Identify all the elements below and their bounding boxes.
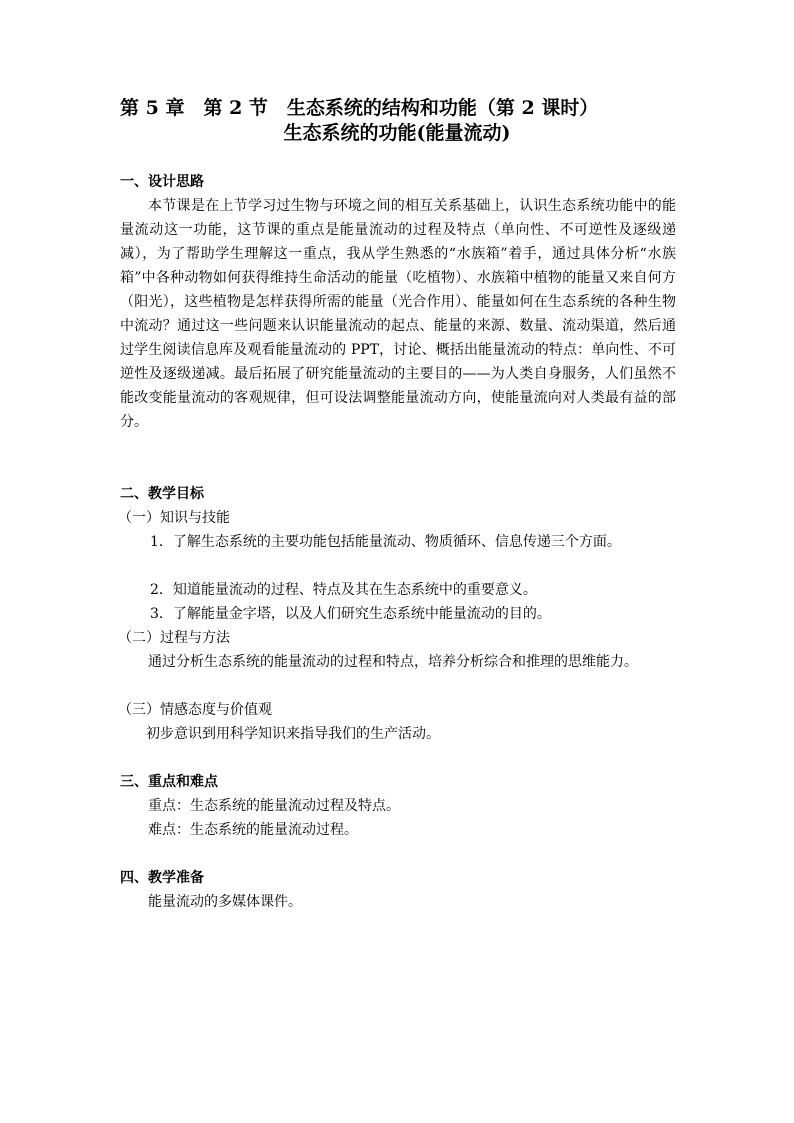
objective-item-2: 2．知道能量流动的过程、特点及其在生态系统中的重要意义。	[150, 582, 537, 598]
section-heading-preparation: 四、教学准备	[120, 870, 204, 886]
difficulty-text: 难点：生态系统的能量流动过程。	[148, 822, 358, 838]
subsection-attitude-label: （三）情感态度与价值观	[118, 702, 272, 718]
preparation-text: 能量流动的多媒体课件。	[148, 894, 302, 910]
key-point-text: 重点：生态系统的能量流动过程及特点。	[148, 798, 400, 814]
subsection-knowledge-label: （一）知识与技能	[118, 510, 230, 526]
objective-item-3: 3．了解能量金字塔，以及人们研究生态系统中能量流动的目的。	[150, 606, 551, 622]
section-heading-key-points: 三、重点和难点	[120, 774, 218, 790]
subsection-process-label: （二）过程与方法	[118, 630, 230, 646]
section-heading-objectives: 二、教学目标	[120, 486, 204, 502]
section-heading-design: 一、设计思路	[120, 174, 204, 190]
process-paragraph: 通过分析生态系统的能量流动的过程和特点，培养分析综合和推理的思维能力。	[148, 654, 638, 670]
objective-item-1: 1．了解生态系统的主要功能包括能量流动、物质循环、信息传递三个方面。	[150, 534, 621, 550]
lesson-subtitle: 生态系统的功能(能量流动)	[283, 122, 511, 144]
attitude-text: 初步意识到用科学知识来指导我们的生产活动。	[146, 726, 440, 742]
design-paragraph: 本节课是在上节学习过生物与环境之间的相互关系基础上，认识生态系统功能中的能量流动这一功能，这节课的重点是能量流动的过程及特点（单向性、不可逆性及逐级递减），为了帮助学生理解这一重点，我从学生熟悉的“水族箱”着手，通过具体分析“水族箱”中各种动物如何获得维持生命活动的能量（吃植物）、水族箱中植物的能量又来自何方（阳光），这些植物是怎样获得所需的能量（光合作用）、能量如何在生态系统的各种生物中流动？通过这一些问题来认识能量流动的起点、能量的来源、数量、流动渠道，然后通过学生阅读信息库及观看能量流动的 PPT，讨论、概括出能量流动的特点：单向性、不可逆性及逐级递减。最后拓展了研究能量流动的主要目的——为人类自身服务，人们虽然不能改变能量流动的客观规律，但可设法调整能量流动方向，使能量流向对人类最有益的部分。	[120, 198, 676, 430]
chapter-title: 第 5 章 第 2 节 生态系统的结构和功能（第 2 课时）	[120, 97, 599, 119]
